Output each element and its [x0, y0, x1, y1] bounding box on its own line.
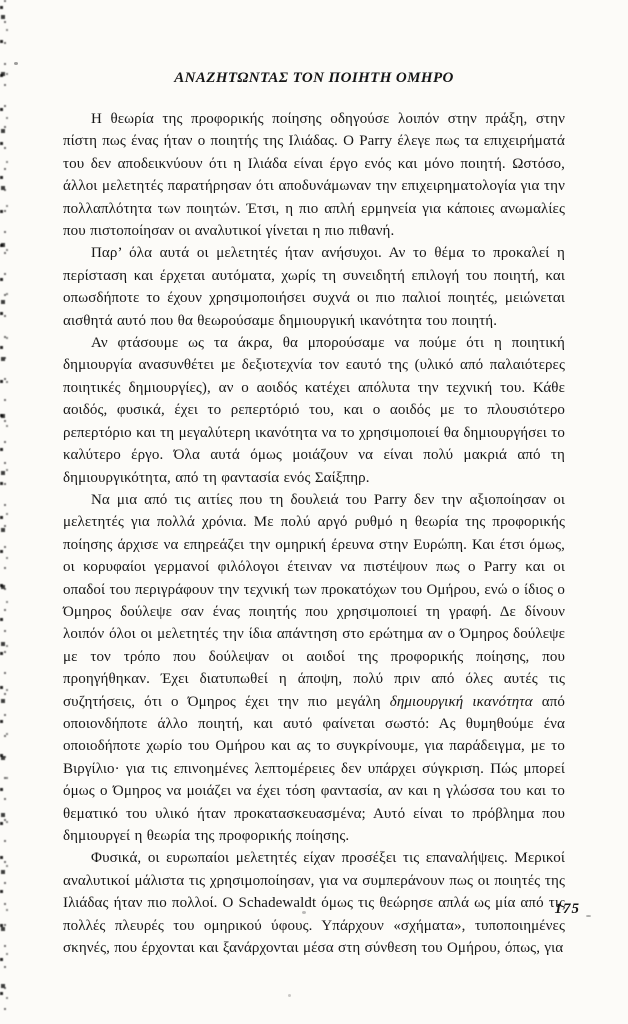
scan-speck	[288, 994, 291, 997]
paragraph-4-pre: Να μια από τις αιτίες που τη δουλειά του Parry δεν την αξιοποίησαν οι μελετητές για πολλά χρόνια. Με πολύ αργό ρυθμό η θεωρία της προφορικής ποίησης άρχισε να επηρεάζει την ομηρική έρευνα στην Ευρώπη. Και έτσι όμως, οι κορυφαίοι γερμανοί φιλόλογοι έτειναν να πιστέψουν πως ο Parry και οι οπαδοί του περιγράφουν την τεχνική των προκατόχων του Ομήρου, ενώ ο ίδιος ο Όμηρος δούλεψε σαν ένας ποιητής που χρησιμοποιεί τη γραφή. Δε δίνουν λοιπόν όλοι οι μελετητές την ίδια απάντηση στο ερώτημα αν ο Όμηρος δούλεψε με τον τρόπο που δούλεψαν οι αοιδοί της προφορικής ποίησης, που προηγήθηκαν. Έχει διατυπωθεί η άποψη, πολύ πριν από όλες αυτές τις συζητήσεις, ότι ο Όμηρος έχει την πιο μεγάλη	[63, 491, 565, 710]
paragraph-5: Φυσικά, οι ευρωπαίοι μελετητές είχαν προσέξει τις επαναλήψεις. Μερικοί αναλυτικοί μάλιστα τις χρησιμοποίησαν, για να συμπεράνουν πως οι ποιητές της Ιλιάδας ήταν πιο πολλοί. Ο Schadewaldt όμως τις θεώρησε απλά ως μία από τις πολλές πλευρές του ομηρικού ύφους. Υπάρχουν «σχήματα», τυποποιημένες σκηνές, που έρχονται και ξανάρχονται μέσα στη σύνθεση του Ομήρου, όπως, για	[63, 850, 565, 957]
paragraph-3: Αν φτάσουμε ως τα άκρα, θα μπορούσαμε να πούμε ότι η ποιητική δημιουργία ανασυνθέτει με δεξιοτεχνία τον εαυτό της (υλικό από παλαιότερες ποιητικές δημιουργίες), αν ο αοιδός κατέχει απόλυτα την τεχνική του. Κάθε αοιδός, φυσικά, έχει το ρεπερτόριό του, και ο αοιδός με το πλουσιότερο ρεπερτόριο και τη μεγαλύτερη ικανότητα να το χρησιμοποιεί θα δημιουργήσει το καλύτερο έργο. Όλα αυτά όμως μοιάζουν να είναι πολύ μακριά από τη δημιουργικότητα, από τη φαντασία ενός Σαίξπηρ.	[63, 335, 565, 486]
paragraph-4	[63, 489, 565, 848]
body-text	[63, 108, 565, 959]
paragraph-4-post: από οποιονδήποτε άλλο ποιητή, και αυτό φαίνεται σωστό: Ας θυμηθούμε ένα οποιοδήποτε χωρίο του Ομήρου και ας το συγκρίνουμε, για παράδειγμα, με το Βιργίλιο· για τις επινοημένες λεπτομέρειες δεν υπάρχει σύγκριση. Πώς μπορεί όμως ο Όμηρος να μοιάζει να έχει τόση φαντασία, αν και η γλώσσα του και το θεματικό του υλικό ήταν προκατασκευασμένα; Αυτό είναι το πρόβλημα που δημιουργεί η θεωρία της προφορικής ποίησης.	[63, 693, 565, 844]
page-number: 175	[554, 901, 580, 917]
paragraph-4-emphasis: δημιουργική ικανότητα	[389, 693, 533, 710]
chapter-title: ΑΝΑΖΗΤΩΝΤΑΣ ΤΟΝ ΠΟΙΗΤΗ ΟΜΗΡΟ	[174, 70, 454, 86]
scan-speck	[586, 915, 591, 917]
scan-edge-artifact	[0, 0, 9, 1024]
paragraph-2: Παρ’ όλα αυτά οι μελετητές ήταν ανήσυχοι. Αν το θέμα το προκαλεί η περίσταση και έρχεται αυτόματα, χωρίς τη συνειδητή επιλογή του ποιητή, και οπωσδήποτε το έχουν χρησιμοποιήσει συχνά οι πιο παλιοί ποιητές, μειώνεται αισθητά αυτό που θα θεωρούσαμε δημιουργική ικανότητα του ποιητή.	[63, 245, 565, 329]
paragraph-1: Η θεωρία της προφορικής ποίησης οδηγούσε λοιπόν στην πράξη, στην πίστη πως ένας ήταν ο ποιητής της Ιλιάδας. Ο Parry έλεγε πως τα επιχειρήματά του δεν αποδεικνύουν ότι η Ιλιάδα είναι έργο ενός και μόνο ποιητή. Ωστόσο, άλλοι μελετητές παρατήρησαν ότι αποδυνάμωναν την επιχειρηματολογία για την πολλαπλότητα των ποιητών. Έτσι, η πιο απλή ερμηνεία για κάποιες ανωμαλίες που πιστοποίησαν οι αναλυτικοί γίνεται η πιο πιθανή.	[63, 111, 565, 240]
scan-speck	[14, 62, 18, 65]
